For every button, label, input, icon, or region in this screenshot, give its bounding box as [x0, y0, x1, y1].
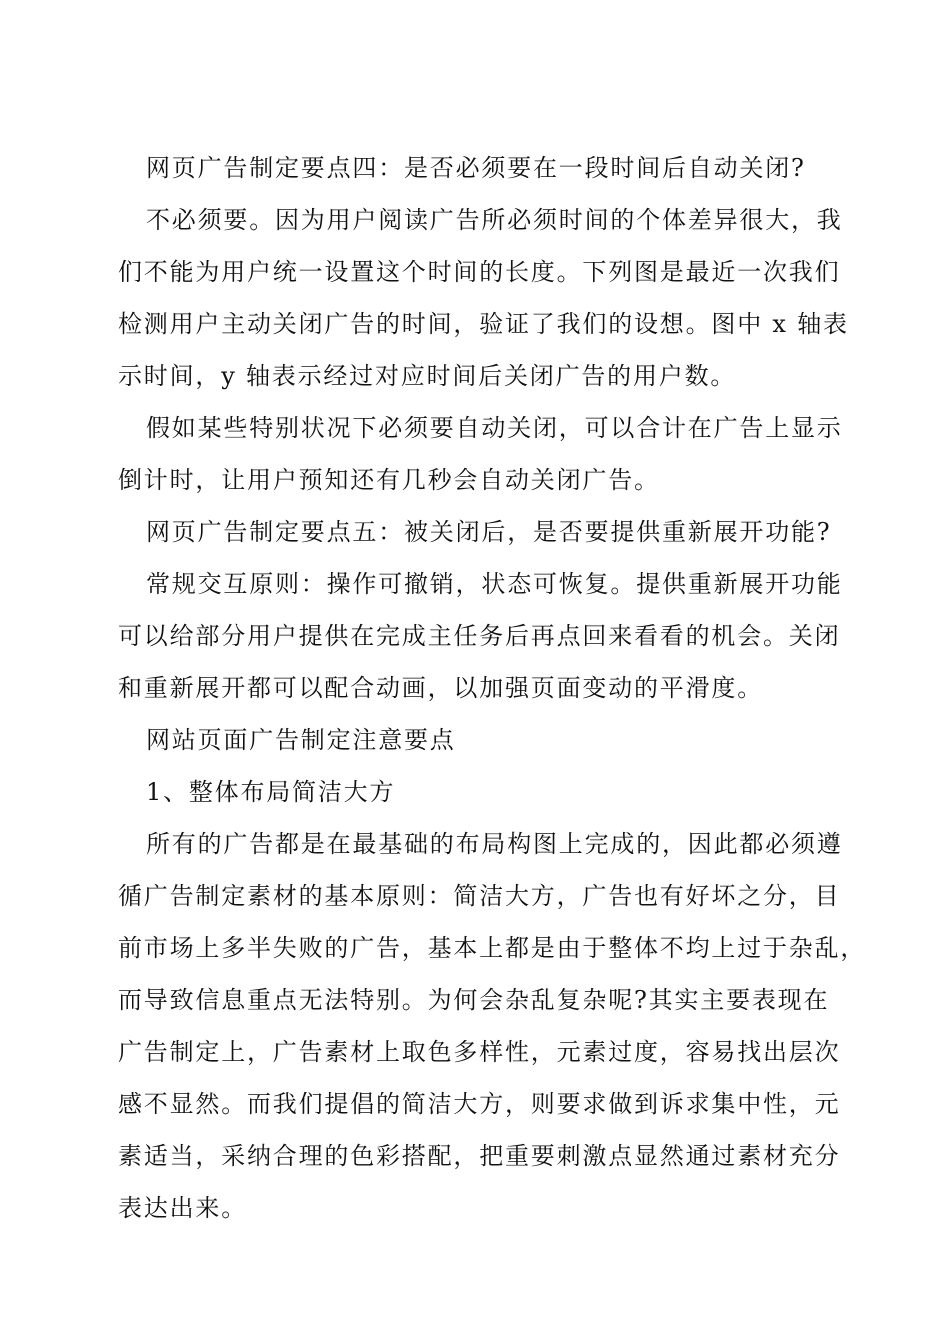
- text-line: 常规交互原则：操作可撤销，状态可恢复。提供重新展开功能: [146, 570, 843, 598]
- text-line: 假如某些特别状况下必须要自动关闭，可以合计在广告上显示: [146, 414, 843, 442]
- text-line: 所有的广告都是在最基础的布局构图上完成的，因此都必须遵: [146, 830, 843, 858]
- text-line: 表达出来。: [118, 1194, 247, 1222]
- text-line: 感不显然。而我们提倡的简洁大方，则要求做到诉求集中性，元: [118, 1090, 841, 1118]
- text-line: 和重新展开都可以配合动画，以加强页面变动的平滑度。: [118, 674, 763, 702]
- text-line: 而导致信息重点无法特别。为何会杂乱复杂呢?其实主要表现在: [118, 986, 830, 1014]
- subsection-heading: 1、整体布局简洁大方: [146, 778, 396, 806]
- text-line: 素适当，采纳合理的色彩搭配，把重要刺激点显然通过素材充分: [118, 1142, 841, 1170]
- text-line: 可以给部分用户提供在完成主任务后再点回来看看的机会。关闭: [118, 622, 841, 650]
- document-body: [118, 142, 867, 1234]
- text-line: 倒计时，让用户预知还有几秒会自动关闭广告。: [118, 466, 660, 494]
- text-line: 循广告制定素材的基本原则：简洁大方，广告也有好坏之分，目: [118, 882, 841, 910]
- text-line: 不必须要。因为用户阅读广告所必须时间的个体差异很大，我: [146, 206, 843, 234]
- section-heading: 网页广告制定要点五：被关闭后，是否要提供重新展开功能?: [146, 518, 832, 546]
- text-line: 检测用户主动关闭广告的时间，验证了我们的设想。图中 x 轴表: [118, 310, 849, 338]
- text-line: 网页广告制定要点四：是否必须要在一段时间后自动关闭?: [146, 154, 806, 182]
- section-heading: 网站页面广告制定注意要点: [146, 726, 456, 754]
- text-line: 广告制定上，广告素材上取色多样性，元素过度，容易找出层次: [118, 1038, 841, 1066]
- text-line: 示时间，y 轴表示经过对应时间后关闭广告的用户数。: [118, 362, 737, 390]
- text-line: 前市场上多半失败的广告，基本上都是由于整体不均上过于杂乱，: [118, 934, 867, 962]
- text-line: 们不能为用户统一设置这个时间的长度。下列图是最近一次我们: [118, 258, 841, 286]
